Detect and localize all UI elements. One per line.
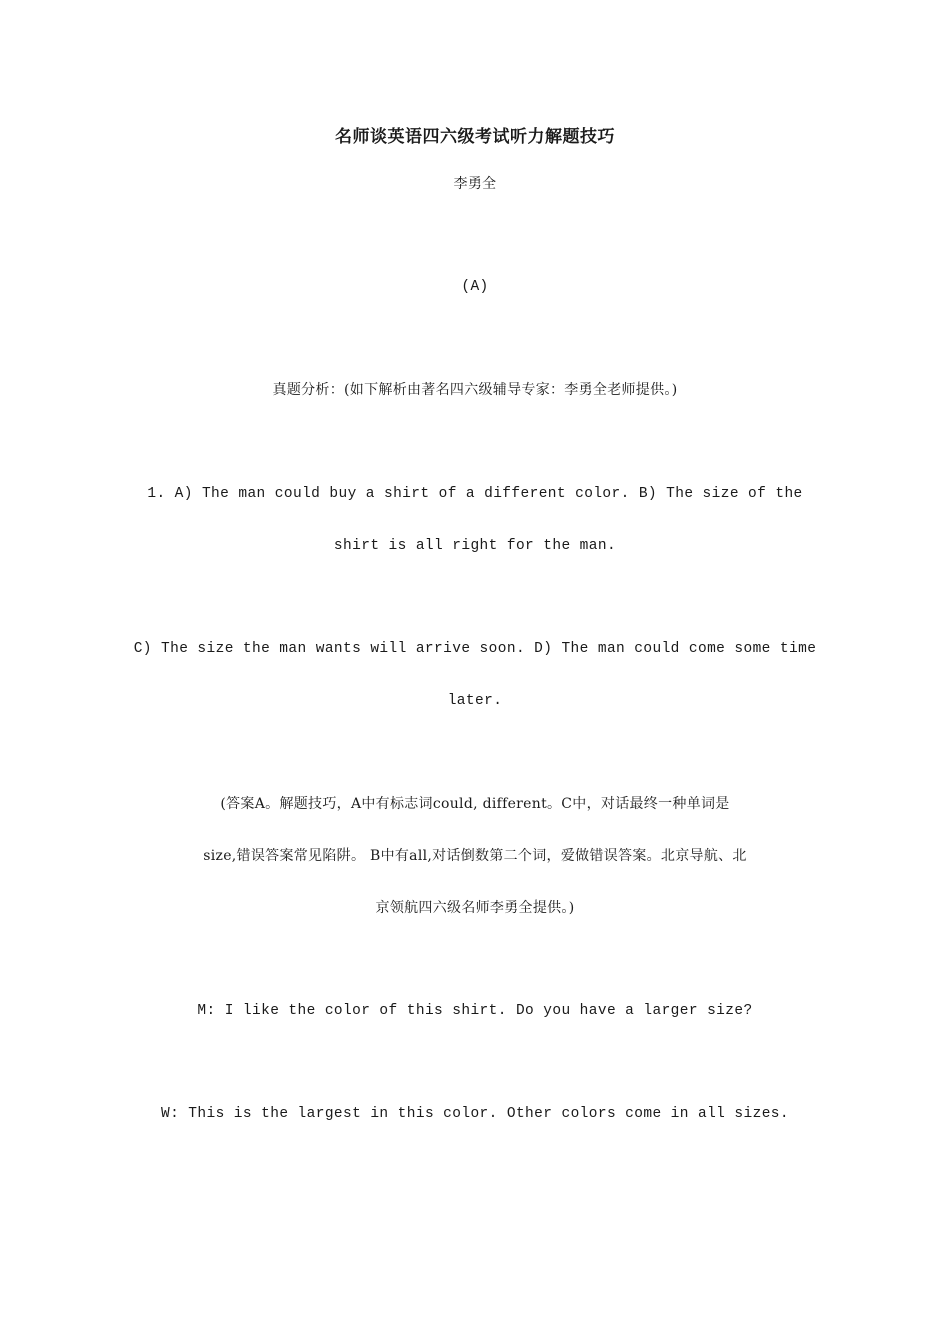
question-line-4: later. [447, 693, 503, 709]
intro-paragraph: 真题分析：(如下解析由著名四六级辅导专家：李勇全老师提供。) [272, 382, 678, 398]
dialogue-woman: W: This is the largest in this color. Other colors come in all sizes. [161, 1106, 789, 1122]
section-label: (A) [461, 279, 489, 295]
author-name: 李勇全 [453, 176, 497, 192]
question-line-3: C) The size the man wants will arrive soon. D) The man could come some time [133, 641, 817, 657]
page-title: 名师谈英语四六级考试听力解题技巧 [335, 127, 615, 147]
answer-line-3: 京领航四六级名师李勇全提供。) [375, 900, 575, 916]
answer-line-1: (答案A。解题技巧，A中有标志词could, different。C中，对话最终一种单词是 [220, 796, 730, 812]
dialogue-man: M: I like the color of this shirt. Do you have a larger size? [197, 1003, 753, 1019]
answer-line-2: size,错误答案常见陷阱。 B中有all,对话倒数第二个词，爱做错误答案。北京导航、北 [203, 848, 747, 864]
question-line-2: shirt is all right for the man. [333, 538, 617, 554]
question-line-1: 1. A) The man could buy a shirt of a different color. B) The size of the [147, 486, 803, 502]
